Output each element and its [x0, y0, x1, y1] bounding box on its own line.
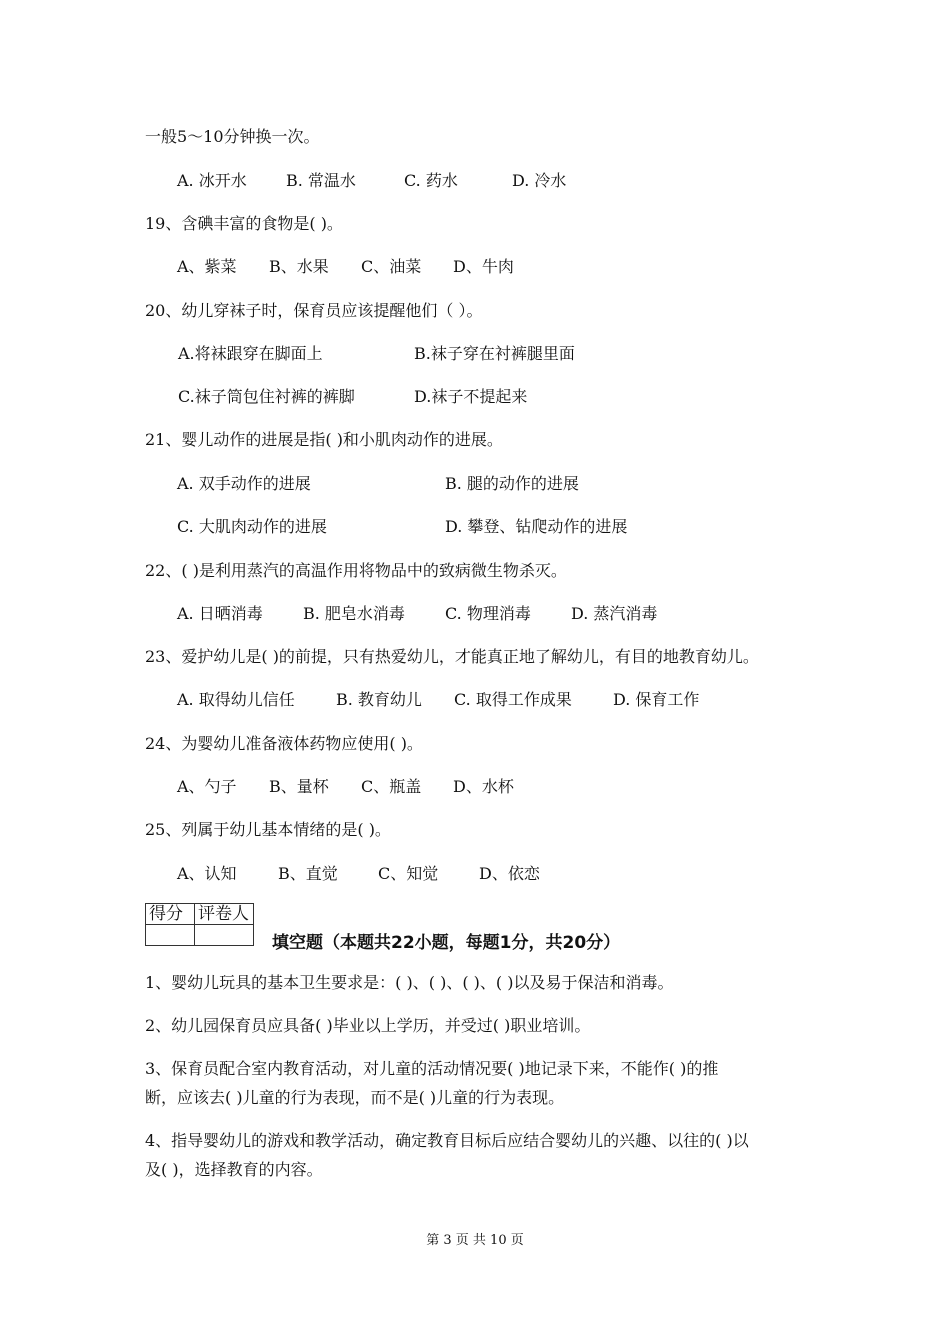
option-d: D、牛肉 [453, 257, 514, 276]
option-a: A、紫菜 [177, 257, 237, 276]
fill-blank-continuation: 及( )，选择教育的内容。 [145, 1160, 323, 1179]
option-a: A.将袜跟穿在脚面上 [178, 344, 323, 363]
option-a: A、认知 [177, 864, 237, 883]
option-b: B、量杯 [269, 777, 329, 796]
score-box [145, 903, 254, 946]
option-c: C、瓶盖 [361, 777, 422, 796]
option-d: D.袜子不提起来 [414, 387, 528, 406]
option-d: D. 蒸汽消毒 [571, 604, 658, 623]
grader-label: 评卷人 [195, 904, 254, 925]
option-c: C.袜子筒包住衬裤的裤脚 [178, 387, 355, 406]
option-b: B. 肥皂水消毒 [303, 604, 405, 623]
option-a: A. 日晒消毒 [177, 604, 263, 623]
grader-cell [195, 925, 254, 946]
continued-text: 一般5～10分钟换一次。 [145, 127, 320, 146]
page-footer: 第 3 页 共 10 页 [426, 1233, 524, 1248]
option-a: A. 冰开水 [177, 171, 247, 190]
fill-blank-continuation: 断，应该去( )儿童的行为表现，而不是( )儿童的行为表现。 [145, 1088, 565, 1107]
option-a: A. 取得幼儿信任 [177, 690, 295, 709]
option-c: C. 取得工作成果 [454, 690, 572, 709]
option-b: B、直觉 [278, 864, 338, 883]
question-stem: 23、爱护幼儿是( )的前提，只有热爱幼儿，才能真正地了解幼儿，有目的地教育幼儿。 [145, 647, 759, 666]
option-d: D. 保育工作 [613, 690, 700, 709]
question-stem: 21、婴儿动作的进展是指( )和小肌肉动作的进展。 [145, 430, 503, 449]
question-stem: 24、为婴幼儿准备液体药物应使用( )。 [145, 734, 423, 753]
option-c: C. 物理消毒 [445, 604, 531, 623]
option-b: B. 教育幼儿 [336, 690, 422, 709]
fill-blank-question: 4、指导婴幼儿的游戏和教学活动，确定教育目标后应结合婴幼儿的兴趣、以往的( )以 [145, 1131, 749, 1150]
option-b: B. 常温水 [286, 171, 356, 190]
option-c: C、知觉 [378, 864, 439, 883]
option-a: A. 双手动作的进展 [177, 474, 311, 493]
option-c: C、油菜 [361, 257, 422, 276]
score-label: 得分 [146, 904, 195, 925]
option-b: B.袜子穿在衬裤腿里面 [414, 344, 575, 363]
fill-blank-question: 3、保育员配合室内教育活动，对儿童的活动情况要( )地记录下来，不能作( )的推 [145, 1059, 719, 1078]
option-c: C. 大肌肉动作的进展 [177, 517, 327, 536]
section-heading: 填空题（本题共22小题，每题1分，共20分） [272, 933, 621, 953]
question-stem: 20、幼儿穿袜子时，保育员应该提醒他们（ ）。 [145, 301, 483, 320]
option-d: D. 攀登、钻爬动作的进展 [445, 517, 628, 536]
option-b: B. 腿的动作的进展 [445, 474, 579, 493]
question-stem: 22、( )是利用蒸汽的高温作用将物品中的致病微生物杀灭。 [145, 561, 567, 580]
fill-blank-question: 1、婴幼儿玩具的基本卫生要求是：( )、( )、( )、( )以及易于保洁和消毒。 [145, 973, 674, 992]
score-cell [146, 925, 195, 946]
fill-blank-question: 2、幼儿园保育员应具备( )毕业以上学历，并受过( )职业培训。 [145, 1016, 591, 1035]
option-d: D. 冷水 [512, 171, 567, 190]
question-stem: 25、列属于幼儿基本情绪的是( )。 [145, 820, 391, 839]
option-d: D、依恋 [479, 864, 540, 883]
option-d: D、水杯 [453, 777, 514, 796]
question-stem: 19、含碘丰富的食物是( )。 [145, 214, 343, 233]
option-a: A、勺子 [177, 777, 237, 796]
option-c: C. 药水 [404, 171, 458, 190]
option-b: B、水果 [269, 257, 329, 276]
